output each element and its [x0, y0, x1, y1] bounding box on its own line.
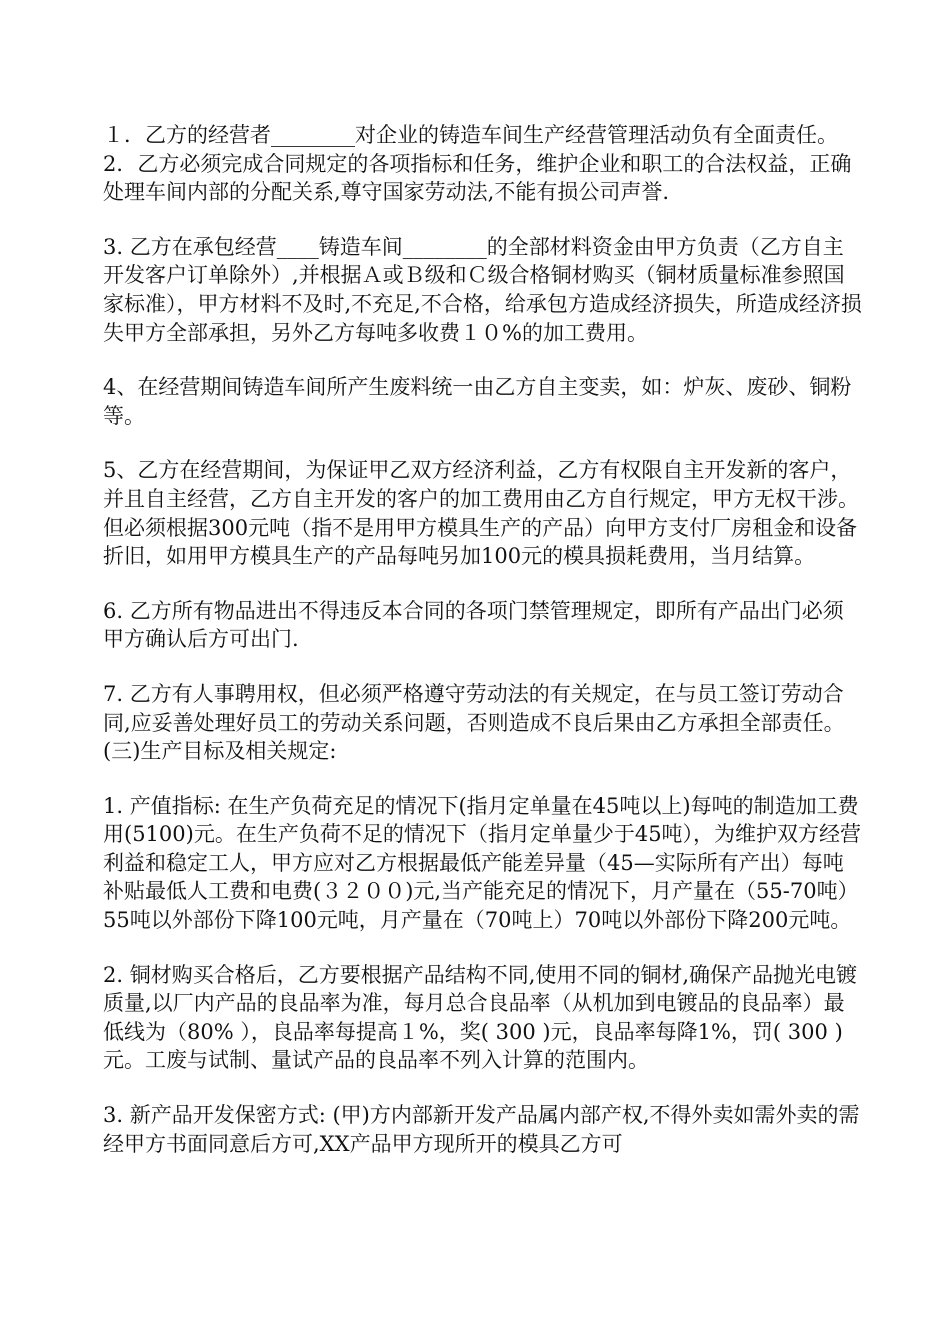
production-target-1-paragraph: 1. 产值指标: 在生产负荷充足的情况下(指月定单量在45吨以上)每吨的制造加工费用(5100)元。在生产负荷不足的情况下（指月定单量少于45吨），为维护双方经营利益和稳定工人，甲方应对乙方根据最低产能差异量（45—实际所有产出）每吨补贴最低人工费和电费(３２００)元,当产能充足的情况下，月产量在（55-70吨）55吨以外部份下降100元吨，月产量在（70吨上）70吨以外部份下降200元吨。 [103, 793, 862, 933]
production-target-2-paragraph: 2. 铜材购买合格后，乙方要根据产品结构不同,使用不同的铜材,确保产品抛光电镀质量,以厂内产品的良品率为准，每月总合良品率（从机加到电镀品的良品率）最低线为（80% ），良品率每提高１%，奖( 300 )元，良品率每降1%，罚( 300 )元。工废与试制、量试产品的良品率不列入计算的范围内。 [103, 962, 858, 1073]
clause-1-paragraph: １．乙方的经营者________对企业的铸造车间生产经营管理活动负有全面责任。 [103, 123, 838, 147]
clause-3-paragraph: 3. 乙方在承包经营____铸造车间________的全部材料资金由甲方负责（乙方自主开发客户订单除外）,并根据Ａ或Ｂ级和Ｃ级合格铜材购买（铜材质量标准参照国家标准），甲方材料不及时,不充足,不合格，给承包方造成经济损失，所造成经济损失甲方全部承担，另外乙方每吨多收费１０%的加工费用。 [103, 234, 862, 345]
contract-page [103, 121, 863, 1158]
clause-7-paragraph: 7. 乙方有人事聘用权，但必须严格遵守劳动法的有关规定，在与员工签订劳动合同,应妥善处理好员工的劳动关系问题，否则造成不良后果由乙方承担全部责任。 [103, 681, 845, 735]
clause-6-paragraph: 6. 乙方所有物品进出不得违反本合同的各项门禁管理规定，即所有产品出门必须甲方确认后方可出门. [103, 598, 844, 652]
section-heading: (三)生产目标及相关规定: [103, 739, 337, 764]
production-target-3-paragraph: 3. 新产品开发保密方式: (甲)方内部新开发产品属内部产权,不得外卖如需外卖的需经甲方书面同意后方可,XX产品甲方现所开的模具乙方可 [103, 1103, 860, 1156]
clause-2-paragraph: 2．乙方必须完成合同规定的各项指标和任务，维护企业和职工的合法权益，正确处理车间内部的分配关系,尊守国家劳动法,不能有损公司声誉. [103, 151, 852, 205]
clause-5-paragraph: 5、乙方在经营期间，为保证甲乙双方经济利益，乙方有权限自主开发新的客户，并且自主经营，乙方自主开发的客户的加工费用由乙方自行规定，甲方无权干涉。但必须根据300元吨（指不是用甲方模具生产的产品）向甲方支付厂房租金和设备折旧，如用甲方模具生产的产品每吨另加100元的模具损耗费用，当月结算。 [103, 458, 859, 569]
clause-4-paragraph: 4、在经营期间铸造车间所产生废料统一由乙方自主变卖，如：炉灰、废砂、铜粉等。 [103, 375, 852, 428]
